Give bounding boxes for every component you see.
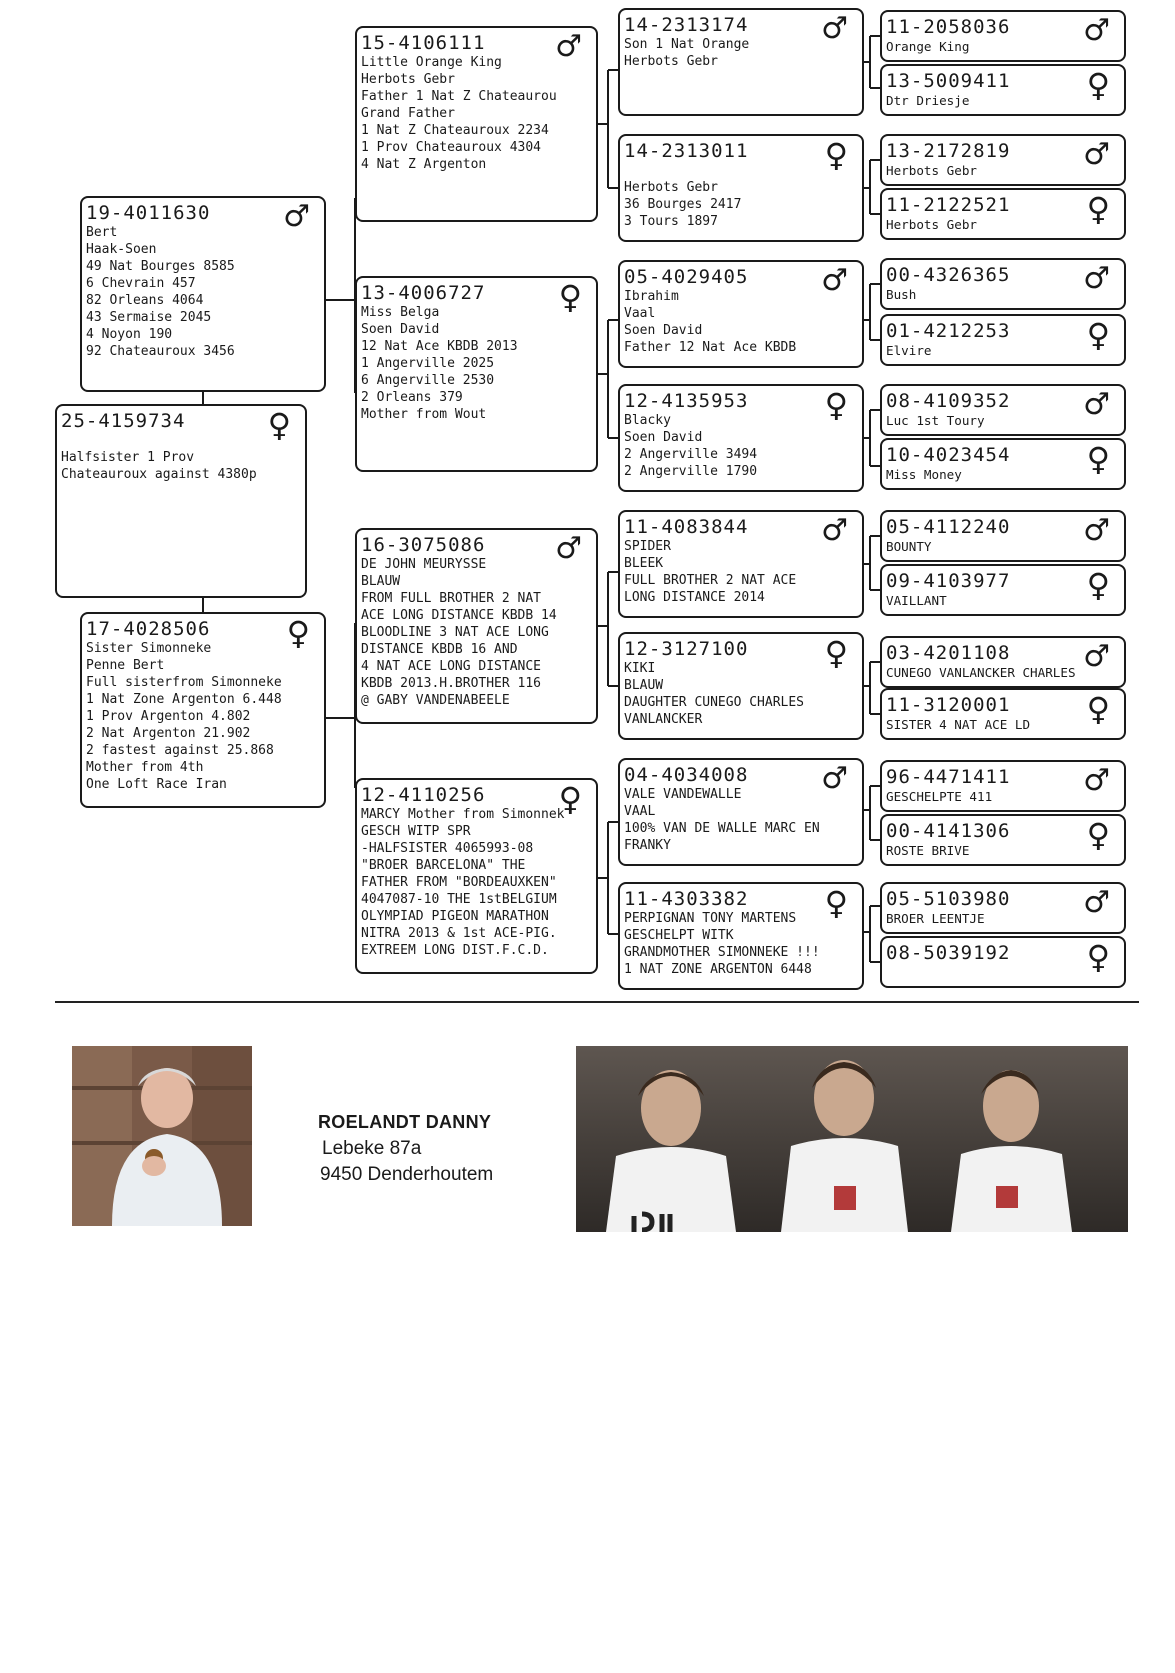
pedigree-note: FULL BROTHER 2 NAT ACE [624,573,797,588]
pedigree-note: 4 Noyon 190 [86,327,173,342]
pedigree-note: 49 Nat Bourges 8585 [86,259,235,274]
ring-number: 12-4110256 [361,784,486,806]
ring-number: 14-2313174 [624,14,749,36]
pedigree-note: KIKI [624,661,656,676]
pedigree-note: BROER LEENTJE [886,911,985,926]
pedigree-note: NITRA 2013 & 1st ACE-PIG. [361,926,557,941]
pedigree-note: Herbots Gebr [624,54,718,69]
pedigree-note: 82 Orleans 4064 [86,293,204,308]
ring-number: 12-4135953 [624,390,749,412]
pedigree-note: Herbots Gebr [886,163,977,178]
female-symbol-icon: ♀ [824,136,848,174]
pedigree-note: 43 Sermaise 2045 [86,310,212,325]
pedigree-note: 4 Nat Z Argenton [361,157,487,172]
pedigree-note: Soen David [624,430,703,445]
pedigree-note: ROSTE BRIVE [886,843,970,858]
pedigree-note: BOUNTY [886,539,932,554]
great-grandparent-card [618,134,864,242]
male-symbol-icon: ♂ [1083,261,1110,296]
ring-number: 13-4006727 [361,282,486,304]
owner-address: Lebeke 87a [322,1138,422,1159]
pedigree-note: BLOODLINE 3 NAT ACE LONG [361,625,549,640]
male-symbol-icon: ♂ [1083,387,1110,422]
pedigree-note: 1 Prov Argenton 4.802 [86,709,251,724]
female-symbol-icon: ♀ [1086,690,1110,728]
pedigree-note: 100% VAN DE WALLE MARC EN [624,821,820,836]
pedigree-note: Soen David [361,322,440,337]
pedigree-note: One Loft Race Iran [86,777,227,792]
great-great-grandparent-card [880,564,1126,616]
female-symbol-icon: ♀ [824,884,848,922]
ring-number: 16-3075086 [361,534,486,556]
pedigree-note: Vaal [624,306,656,321]
pedigree-note: Sister Simonneke [86,641,212,656]
pedigree-note: CUNEGO VANLANCKER CHARLES [886,665,1076,680]
ring-number: 14-2313011 [624,140,749,162]
ring-number: 05-5103980 [886,888,1011,910]
pedigree-note: GESCHELPT WITK [624,928,734,943]
male-symbol-icon: ♂ [821,11,848,46]
pedigree-note: 6 Angerville 2530 [361,373,495,388]
pedigree-note: Grand Father [361,106,455,121]
pedigree-note: Bert [86,225,118,240]
pedigree-note: PERPIGNAN TONY MARTENS [624,911,797,926]
great-grandparent-card [618,260,864,368]
pedigree-note: OLYMPIAD PIGEON MARATHON [361,909,549,924]
male-symbol-icon: ♂ [555,29,582,64]
great-great-grandparent-card [880,760,1126,812]
pedigree-note: VAILLANT [886,593,947,608]
female-symbol-icon: ♀ [1086,66,1110,104]
ring-number: 25-4159734 [61,410,186,432]
pedigree-note: VAAL [624,804,656,819]
female-symbol-icon: ♀ [1086,316,1110,354]
pedigree-note: 2 Orleans 379 [361,390,463,405]
pedigree-note: DAUGHTER CUNEGO CHARLES [624,695,805,710]
great-great-grandparent-card [880,10,1126,62]
great-great-grandparent-card [880,188,1126,240]
female-symbol-icon: ♀ [558,780,582,818]
great-grandparent-card [618,758,864,866]
male-symbol-icon: ♂ [1083,137,1110,172]
pedigree-note: 2 Angerville 3494 [624,447,758,462]
pedigree-note [61,432,301,449]
pedigree-note: BLEEK [624,556,664,571]
female-symbol-icon: ♀ [1086,190,1110,228]
male-symbol-icon: ♂ [1083,763,1110,798]
pedigree-note: 1 Angerville 2025 [361,356,495,371]
ring-number: 15-4106111 [361,32,486,54]
pedigree-note: Bush [886,287,917,302]
ring-number: 09-4103977 [886,570,1011,592]
pedigree-note: GESCH WITP SPR [361,824,471,839]
ring-number: 96-4471411 [886,766,1011,788]
great-grandparent-card [618,384,864,492]
pedigree-note: FROM FULL BROTHER 2 NAT [361,591,542,606]
great-grandparent-card [618,8,864,116]
ring-number: 11-4083844 [624,516,749,538]
pedigree-note: 1 Nat Z Chateauroux 2234 [361,123,549,138]
female-symbol-icon: ♀ [1086,566,1110,604]
male-symbol-icon: ♂ [821,263,848,298]
pedigree-note: 1 NAT ZONE ARGENTON 6448 [624,962,812,977]
pedigree-note: 6 Chevrain 457 [86,276,196,291]
pedigree-note: Dtr Driesje [886,93,970,108]
pedigree-note: Mother from Wout [361,407,487,422]
section-divider [55,1001,1139,1003]
pedigree-note: Herbots Gebr [624,180,718,195]
pedigree-note: Blacky [624,413,671,428]
ring-number: 17-4028506 [86,618,211,640]
ring-number: 08-4109352 [886,390,1011,412]
pedigree-note: Full sisterfrom Simonneke [86,675,282,690]
pedigree-note: @ GABY VANDENABEELE [361,693,510,708]
great-great-grandparent-card [880,510,1126,562]
pedigree-note: VALE VANDEWALLE [624,787,742,802]
pedigree-note: Elvire [886,343,932,358]
great-great-grandparent-card [880,314,1126,366]
ring-number: 11-2058036 [886,16,1011,38]
grandsire-maternal-card [355,528,598,724]
pedigree-note: 12 Nat Ace KBDB 2013 [361,339,518,354]
pedigree-note: 1 Nat Zone Argenton 6.448 [86,692,282,707]
pedigree-note: Father 1 Nat Z Chateaurou [361,89,557,104]
great-great-grandparent-card [880,134,1126,186]
pedigree-note: BLAUW [361,574,401,589]
ring-number: 11-3120001 [886,694,1011,716]
pedigree-note: 36 Bourges 2417 [624,197,742,212]
pedigree-note: ACE LONG DISTANCE KBDB 14 [361,608,557,623]
pedigree-note [624,162,858,179]
pedigree-note: Luc 1st Toury [886,413,985,428]
granddam-paternal-card [355,276,598,472]
pedigree-note: 92 Chateauroux 3456 [86,344,235,359]
female-symbol-icon: ♀ [1086,938,1110,976]
great-great-grandparent-card [880,814,1126,866]
pedigree-note: 1 Prov Chateauroux 4304 [361,140,542,155]
pedigree-note: Halfsister 1 Prov [61,450,195,465]
great-grandparent-card [618,510,864,618]
great-great-grandparent-card [880,384,1126,436]
male-symbol-icon: ♂ [1083,13,1110,48]
great-great-grandparent-card [880,882,1126,934]
pedigree-note: FRANKY [624,838,671,853]
ring-number: 03-4201108 [886,642,1011,664]
dam-card [80,612,326,808]
pedigree-note: 2 fastest against 25.868 [86,743,274,758]
great-grandparent-card [618,632,864,740]
grandsire-paternal-card [355,26,598,222]
pedigree-note: GESCHELPTE 411 [886,789,993,804]
pedigree-note: Chateauroux against 4380p [61,467,257,482]
great-great-grandparent-card [880,258,1126,310]
owner-contact [318,1108,493,1188]
pedigree-note: 4047087-10 THE 1stBELGIUM [361,892,557,907]
pedigree-note: EXTREEM LONG DIST.F.C.D. [361,943,549,958]
pedigree-note: DE JOHN MEURYSSE [361,557,487,572]
pedigree-note: Miss Money [886,467,962,482]
owner-name: ROELANDT DANNY [318,1112,492,1132]
sire-card [80,196,326,392]
pedigree-note: Little Orange King [361,55,502,70]
ring-number: 19-4011630 [86,202,211,224]
pedigree-note: Son 1 Nat Orange [624,37,750,52]
ring-number: 12-3127100 [624,638,749,660]
pedigree-note: 2 Nat Argenton 21.902 [86,726,251,741]
pedigree-note: -HALFSISTER 4065993-08 [361,841,534,856]
ring-number: 13-2172819 [886,140,1011,162]
pedigree-note: 4 NAT ACE LONG DISTANCE [361,659,542,674]
pedigree-note: Miss Belga [361,305,440,320]
pedigree-note: KBDB 2013.H.BROTHER 116 [361,676,542,691]
owner-photo [72,1046,252,1226]
ring-number: 00-4326365 [886,264,1011,286]
ring-number: 13-5009411 [886,70,1011,92]
pedigree-note: Ibrahim [624,289,679,304]
male-symbol-icon: ♂ [283,199,310,234]
great-great-grandparent-card [880,936,1126,988]
ring-number: 11-4303382 [624,888,749,910]
pedigree-note: VANLANCKER [624,712,703,727]
male-symbol-icon: ♂ [1083,513,1110,548]
pedigree-note: SPIDER [624,539,671,554]
pedigree-note: GRANDMOTHER SIMONNEKE !!! [624,945,820,960]
great-great-grandparent-card [880,688,1126,740]
great-great-grandparent-card [880,438,1126,490]
male-symbol-icon: ♂ [555,531,582,566]
pedigree-note: Soen David [624,323,703,338]
ring-number: 01-4212253 [886,320,1011,342]
ring-number: 04-4034008 [624,764,749,786]
pedigree-note: Orange King [886,39,970,54]
pedigree-note: DISTANCE KBDB 16 AND [361,642,518,657]
female-symbol-icon: ♀ [1086,816,1110,854]
pedigree-note: Mother from 4th [86,760,204,775]
great-grandparent-card [618,882,864,990]
pedigree-note: LONG DISTANCE 2014 [624,590,765,605]
female-symbol-icon: ♀ [286,614,310,652]
pedigree-note: BLAUW [624,678,664,693]
pedigree-note: Penne Bert [86,658,165,673]
pedigree-note: "BROER BARCELONA" THE [361,858,526,873]
ring-number: 08-5039192 [886,942,1011,964]
pedigree-note: Herbots Gebr [886,217,977,232]
ring-number: 05-4112240 [886,516,1011,538]
pedigree-note: SISTER 4 NAT ACE LD [886,717,1031,732]
female-symbol-icon: ♀ [267,406,291,444]
ring-number: 11-2122521 [886,194,1011,216]
pedigree-note: Father 12 Nat Ace KBDB [624,340,797,355]
female-symbol-icon: ♀ [558,278,582,316]
male-symbol-icon: ♂ [821,761,848,796]
female-symbol-icon: ♀ [824,386,848,424]
athletes-photo [576,1046,1128,1232]
great-great-grandparent-card [880,64,1126,116]
pedigree-note: FATHER FROM "BORDEAUXKEN" [361,875,557,890]
female-symbol-icon: ♀ [1086,440,1110,478]
pedigree-note: Haak-Soen [86,242,157,257]
male-symbol-icon: ♂ [1083,639,1110,674]
pedigree-note: 3 Tours 1897 [624,214,718,229]
subject-pigeon-card [55,404,307,598]
male-symbol-icon: ♂ [821,513,848,548]
pedigree-note: Herbots Gebr [361,72,455,87]
male-symbol-icon: ♂ [1083,885,1110,920]
female-symbol-icon: ♀ [824,634,848,672]
ring-number: 05-4029405 [624,266,749,288]
great-great-grandparent-card [880,636,1126,688]
ring-number: 10-4023454 [886,444,1011,466]
pedigree-note: MARCY Mother from Simonnek [361,807,565,822]
ring-number: 00-4141306 [886,820,1011,842]
pedigree-note: 2 Angerville 1790 [624,464,758,479]
granddam-maternal-card [355,778,598,974]
owner-city: 9450 Denderhoutem [320,1164,494,1185]
